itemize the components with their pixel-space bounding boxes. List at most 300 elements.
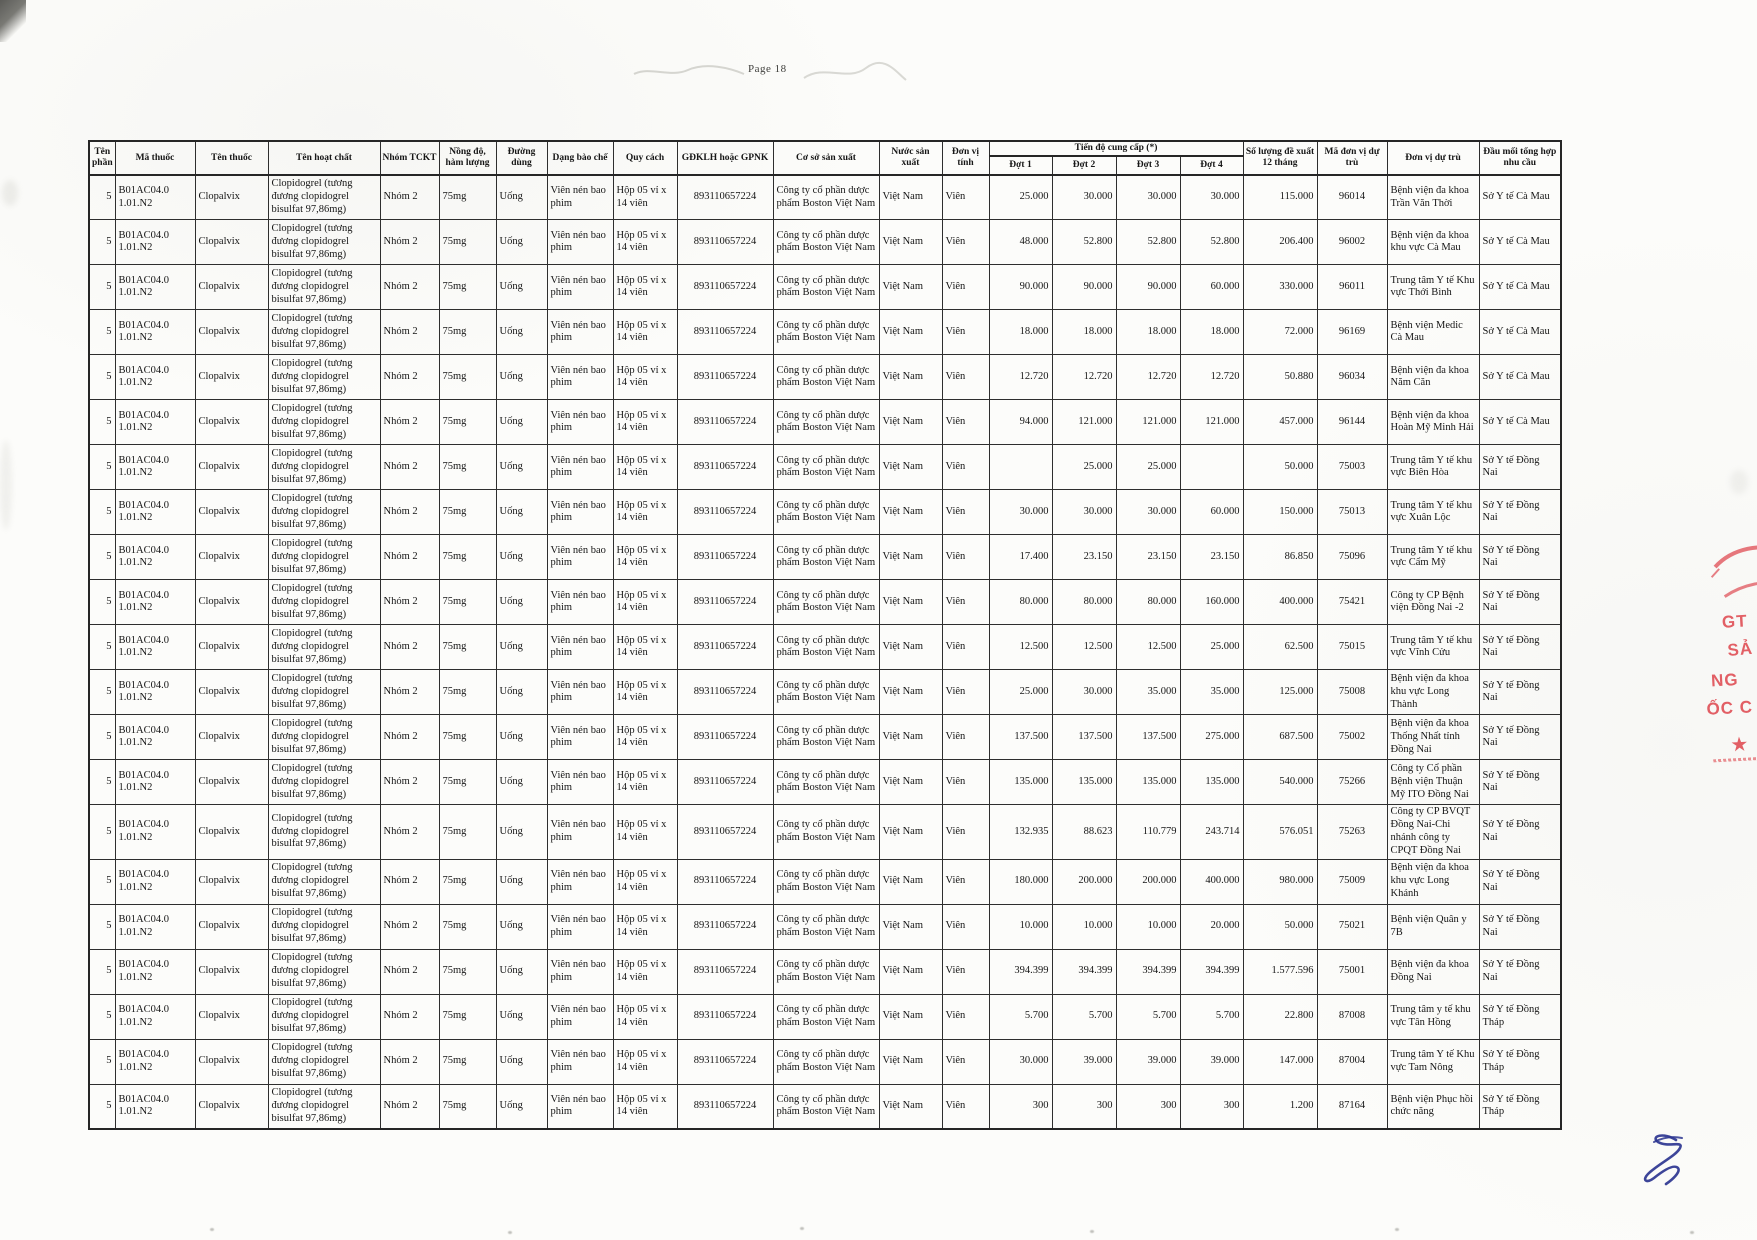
cell-ma-thuoc: B01AC04.0 1.01.N2	[115, 904, 195, 949]
scan-speck	[1690, 1231, 1694, 1234]
cell-dau-moi: Sở Y tế Cà Mau	[1479, 265, 1561, 310]
cell-duong-dung: Uống	[496, 400, 547, 445]
cell-nuoc-san-xuat: Việt Nam	[879, 949, 942, 994]
cell-dot-1: 132.935	[989, 805, 1052, 859]
table-row	[89, 760, 1561, 805]
cell-dot-4: 5.700	[1180, 994, 1243, 1039]
stamp-text: SẢ	[1726, 638, 1754, 660]
cell-dot-2: 30.000	[1052, 490, 1116, 535]
cell-ma-thuoc: B01AC04.0 1.01.N2	[115, 715, 195, 760]
cell-don-vi-du-tru: Trung tâm y tế khu vực Tân Hồng	[1387, 994, 1479, 1039]
cell-ten-thuoc: Clopalvix	[195, 904, 268, 949]
table-row	[89, 715, 1561, 760]
cell-gdklh: 893110657224	[677, 1084, 773, 1129]
cell-dang-bao-che: Viên nén bao phim	[547, 355, 613, 400]
cell-duong-dung: Uống	[496, 580, 547, 625]
cell-dau-moi: Sở Y tế Đồng Nai	[1479, 859, 1561, 904]
cell-nong-do: 75mg	[439, 994, 496, 1039]
cell-dot-1: 180.000	[989, 859, 1052, 904]
cell-dang-bao-che: Viên nén bao phim	[547, 625, 613, 670]
col-header-dot-4: Đợt 4	[1180, 156, 1243, 175]
cell-ten-phan: 5	[89, 535, 115, 580]
cell-dau-moi: Sở Y tế Đồng Nai	[1479, 580, 1561, 625]
cell-quy-cach: Hộp 05 vỉ x 14 viên	[613, 310, 677, 355]
cell-dot-2: 25.000	[1052, 445, 1116, 490]
cell-dang-bao-che: Viên nén bao phim	[547, 400, 613, 445]
cell-gdklh: 893110657224	[677, 805, 773, 859]
cell-so-luong: 206.400	[1243, 220, 1317, 265]
cell-so-luong: 62.500	[1243, 625, 1317, 670]
cell-dot-4	[1180, 445, 1243, 490]
cell-nong-do: 75mg	[439, 949, 496, 994]
cell-co-so-san-xuat: Công ty cổ phần dược phẩm Boston Việt Nam	[773, 1084, 879, 1129]
cell-ma-don-vi: 96144	[1317, 400, 1387, 445]
cell-dot-2: 5.700	[1052, 994, 1116, 1039]
cell-don-vi-tinh: Viên	[942, 490, 989, 535]
table-row	[89, 625, 1561, 670]
col-header-duong-dung: Đường dùng	[496, 141, 547, 175]
cell-dot-4: 394.399	[1180, 949, 1243, 994]
cell-quy-cach: Hộp 05 vỉ x 14 viên	[613, 580, 677, 625]
cell-nong-do: 75mg	[439, 175, 496, 220]
cell-quy-cach: Hộp 05 vỉ x 14 viên	[613, 760, 677, 805]
cell-nuoc-san-xuat: Việt Nam	[879, 175, 942, 220]
cell-nhom-tckt: Nhóm 2	[380, 490, 439, 535]
cell-gdklh: 893110657224	[677, 859, 773, 904]
cell-so-luong: 687.500	[1243, 715, 1317, 760]
cell-ma-don-vi: 75009	[1317, 859, 1387, 904]
table-row	[89, 355, 1561, 400]
cell-dang-bao-che: Viên nén bao phim	[547, 949, 613, 994]
stamp-text: NG	[1710, 670, 1740, 691]
cell-dot-1: 25.000	[989, 175, 1052, 220]
scan-speck	[1090, 1230, 1094, 1233]
cell-so-luong: 576.051	[1243, 805, 1317, 859]
cell-nong-do: 75mg	[439, 670, 496, 715]
cell-dot-3: 12.500	[1116, 625, 1180, 670]
cell-dot-3: 394.399	[1116, 949, 1180, 994]
cell-duong-dung: Uống	[496, 949, 547, 994]
cell-ten-hoat-chat: Clopidogrel (tương đương clopidogrel bisulfat 97,86mg)	[268, 355, 380, 400]
cell-co-so-san-xuat: Công ty cổ phần dược phẩm Boston Việt Nam	[773, 445, 879, 490]
cell-nong-do: 75mg	[439, 445, 496, 490]
cell-nuoc-san-xuat: Việt Nam	[879, 400, 942, 445]
cell-nhom-tckt: Nhóm 2	[380, 760, 439, 805]
cell-dot-4: 35.000	[1180, 670, 1243, 715]
cell-dot-3: 52.800	[1116, 220, 1180, 265]
cell-ten-thuoc: Clopalvix	[195, 445, 268, 490]
cell-ma-don-vi: 75015	[1317, 625, 1387, 670]
cell-nong-do: 75mg	[439, 400, 496, 445]
cell-nuoc-san-xuat: Việt Nam	[879, 580, 942, 625]
cell-dot-4: 23.150	[1180, 535, 1243, 580]
cell-quy-cach: Hộp 05 vỉ x 14 viên	[613, 670, 677, 715]
cell-dot-1: 5.700	[989, 994, 1052, 1039]
cell-dang-bao-che: Viên nén bao phim	[547, 1084, 613, 1129]
cell-dang-bao-che: Viên nén bao phim	[547, 859, 613, 904]
cell-duong-dung: Uống	[496, 805, 547, 859]
cell-nong-do: 75mg	[439, 265, 496, 310]
cell-duong-dung: Uống	[496, 220, 547, 265]
cell-ten-hoat-chat: Clopidogrel (tương đương clopidogrel bisulfat 97,86mg)	[268, 904, 380, 949]
cell-nong-do: 75mg	[439, 580, 496, 625]
cell-dang-bao-che: Viên nén bao phim	[547, 994, 613, 1039]
cell-so-luong: 150.000	[1243, 490, 1317, 535]
cell-dot-3: 18.000	[1116, 310, 1180, 355]
cell-quy-cach: Hộp 05 vỉ x 14 viên	[613, 994, 677, 1039]
cell-dot-3: 137.500	[1116, 715, 1180, 760]
table-row	[89, 310, 1561, 355]
cell-nhom-tckt: Nhóm 2	[380, 220, 439, 265]
cell-co-so-san-xuat: Công ty cổ phần dược phẩm Boston Việt Nam	[773, 805, 879, 859]
cell-dau-moi: Sở Y tế Đồng Nai	[1479, 625, 1561, 670]
cell-ten-hoat-chat: Clopidogrel (tương đương clopidogrel bisulfat 97,86mg)	[268, 580, 380, 625]
cell-ma-don-vi: 96002	[1317, 220, 1387, 265]
cell-so-luong: 457.000	[1243, 400, 1317, 445]
cell-ten-thuoc: Clopalvix	[195, 949, 268, 994]
cell-ten-hoat-chat: Clopidogrel (tương đương clopidogrel bisulfat 97,86mg)	[268, 994, 380, 1039]
cell-ten-thuoc: Clopalvix	[195, 760, 268, 805]
cell-don-vi-du-tru: Bệnh viện Medic Cà Mau	[1387, 310, 1479, 355]
cell-ten-hoat-chat: Clopidogrel (tương đương clopidogrel bisulfat 97,86mg)	[268, 715, 380, 760]
cell-dot-1: 12.720	[989, 355, 1052, 400]
cell-ten-hoat-chat: Clopidogrel (tương đương clopidogrel bisulfat 97,86mg)	[268, 445, 380, 490]
cell-ten-phan: 5	[89, 265, 115, 310]
cell-dau-moi: Sở Y tế Đồng Nai	[1479, 805, 1561, 859]
table-row	[89, 490, 1561, 535]
cell-so-luong: 330.000	[1243, 265, 1317, 310]
drug-table	[88, 140, 1562, 1130]
cell-nuoc-san-xuat: Việt Nam	[879, 994, 942, 1039]
cell-ten-phan: 5	[89, 904, 115, 949]
cell-ten-phan: 5	[89, 670, 115, 715]
cell-ten-hoat-chat: Clopidogrel (tương đương clopidogrel bisulfat 97,86mg)	[268, 1084, 380, 1129]
cell-ten-hoat-chat: Clopidogrel (tương đương clopidogrel bisulfat 97,86mg)	[268, 265, 380, 310]
cell-dot-4: 135.000	[1180, 760, 1243, 805]
col-header-nong-do: Nồng độ, hàm lượng	[439, 141, 496, 175]
cell-dot-2: 80.000	[1052, 580, 1116, 625]
cell-dot-1: 10.000	[989, 904, 1052, 949]
cell-don-vi-du-tru: Bệnh viện Phục hồi chức năng	[1387, 1084, 1479, 1129]
cell-gdklh: 893110657224	[677, 400, 773, 445]
cell-ma-thuoc: B01AC04.0 1.01.N2	[115, 760, 195, 805]
cell-gdklh: 893110657224	[677, 535, 773, 580]
cell-ten-thuoc: Clopalvix	[195, 265, 268, 310]
cell-nuoc-san-xuat: Việt Nam	[879, 625, 942, 670]
cell-ma-don-vi: 75013	[1317, 490, 1387, 535]
cell-co-so-san-xuat: Công ty cổ phần dược phẩm Boston Việt Nam	[773, 265, 879, 310]
cell-don-vi-tinh: Viên	[942, 994, 989, 1039]
cell-ma-don-vi: 87164	[1317, 1084, 1387, 1129]
cell-nuoc-san-xuat: Việt Nam	[879, 1084, 942, 1129]
cell-dot-1: 137.500	[989, 715, 1052, 760]
cell-nuoc-san-xuat: Việt Nam	[879, 355, 942, 400]
cell-duong-dung: Uống	[496, 904, 547, 949]
cell-duong-dung: Uống	[496, 715, 547, 760]
table-row	[89, 949, 1561, 994]
scan-smudge	[2, 180, 18, 206]
cell-don-vi-du-tru: Bệnh viện đa khoa Trần Văn Thời	[1387, 175, 1479, 220]
cell-ma-don-vi: 75266	[1317, 760, 1387, 805]
cell-quy-cach: Hộp 05 vỉ x 14 viên	[613, 1084, 677, 1129]
cell-dot-1: 17.400	[989, 535, 1052, 580]
cell-dau-moi: Sở Y tế Đồng Nai	[1479, 670, 1561, 715]
cell-dot-3: 80.000	[1116, 580, 1180, 625]
cell-nhom-tckt: Nhóm 2	[380, 580, 439, 625]
cell-co-so-san-xuat: Công ty cổ phần dược phẩm Boston Việt Nam	[773, 400, 879, 445]
cell-co-so-san-xuat: Công ty cổ phần dược phẩm Boston Việt Nam	[773, 220, 879, 265]
cell-dot-4: 160.000	[1180, 580, 1243, 625]
cell-quy-cach: Hộp 05 vỉ x 14 viên	[613, 1039, 677, 1084]
cell-dot-3: 12.720	[1116, 355, 1180, 400]
cell-duong-dung: Uống	[496, 175, 547, 220]
cell-dau-moi: Sở Y tế Đồng Nai	[1479, 904, 1561, 949]
cell-dot-3: 300	[1116, 1084, 1180, 1129]
cell-gdklh: 893110657224	[677, 265, 773, 310]
cell-dot-4: 52.800	[1180, 220, 1243, 265]
col-header-co-so-san-xuat: Cơ sở sản xuất	[773, 141, 879, 175]
cell-ten-phan: 5	[89, 490, 115, 535]
cell-dot-4: 243.714	[1180, 805, 1243, 859]
cell-don-vi-tinh: Viên	[942, 220, 989, 265]
cell-dot-2: 90.000	[1052, 265, 1116, 310]
cell-dot-3: 110.779	[1116, 805, 1180, 859]
col-header-gdklh: GĐKLH hoặc GPNK	[677, 141, 773, 175]
cell-dot-3: 10.000	[1116, 904, 1180, 949]
cell-ma-thuoc: B01AC04.0 1.01.N2	[115, 445, 195, 490]
cell-dot-4: 300	[1180, 1084, 1243, 1129]
cell-so-luong: 115.000	[1243, 175, 1317, 220]
cell-dot-3: 90.000	[1116, 265, 1180, 310]
cell-co-so-san-xuat: Công ty cổ phần dược phẩm Boston Việt Nam	[773, 355, 879, 400]
cell-co-so-san-xuat: Công ty cổ phần dược phẩm Boston Việt Nam	[773, 994, 879, 1039]
cell-ten-hoat-chat: Clopidogrel (tương đương clopidogrel bisulfat 97,86mg)	[268, 625, 380, 670]
cell-nong-do: 75mg	[439, 355, 496, 400]
cell-quy-cach: Hộp 05 vỉ x 14 viên	[613, 445, 677, 490]
cell-dau-moi: Sở Y tế Cà Mau	[1479, 355, 1561, 400]
cell-quy-cach: Hộp 05 vỉ x 14 viên	[613, 859, 677, 904]
cell-co-so-san-xuat: Công ty cổ phần dược phẩm Boston Việt Nam	[773, 760, 879, 805]
cell-gdklh: 893110657224	[677, 355, 773, 400]
cell-dot-3: 121.000	[1116, 400, 1180, 445]
col-header-ten-hoat-chat: Tên hoạt chất	[268, 141, 380, 175]
stamp-text: ỐC C	[1706, 697, 1754, 719]
cell-nong-do: 75mg	[439, 760, 496, 805]
cell-ten-phan: 5	[89, 859, 115, 904]
cell-nuoc-san-xuat: Việt Nam	[879, 490, 942, 535]
cell-dot-4: 30.000	[1180, 175, 1243, 220]
cell-nhom-tckt: Nhóm 2	[380, 805, 439, 859]
cell-ten-thuoc: Clopalvix	[195, 535, 268, 580]
cell-don-vi-tinh: Viên	[942, 1084, 989, 1129]
col-header-don-vi-du-tru: Đơn vị dự trù	[1387, 141, 1479, 175]
cell-dot-4: 275.000	[1180, 715, 1243, 760]
cell-don-vi-tinh: Viên	[942, 904, 989, 949]
cell-dot-2: 137.500	[1052, 715, 1116, 760]
cell-quy-cach: Hộp 05 vỉ x 14 viên	[613, 355, 677, 400]
cell-nuoc-san-xuat: Việt Nam	[879, 265, 942, 310]
cell-dot-3: 5.700	[1116, 994, 1180, 1039]
cell-nuoc-san-xuat: Việt Nam	[879, 715, 942, 760]
cell-nhom-tckt: Nhóm 2	[380, 535, 439, 580]
cell-don-vi-tinh: Viên	[942, 805, 989, 859]
cell-nuoc-san-xuat: Việt Nam	[879, 670, 942, 715]
cell-dot-4: 60.000	[1180, 490, 1243, 535]
stamp-arc	[1692, 538, 1757, 612]
cell-nhom-tckt: Nhóm 2	[380, 625, 439, 670]
cell-dot-2: 300	[1052, 1084, 1116, 1129]
cell-nuoc-san-xuat: Việt Nam	[879, 535, 942, 580]
cell-don-vi-tinh: Viên	[942, 265, 989, 310]
cell-ten-hoat-chat: Clopidogrel (tương đương clopidogrel bisulfat 97,86mg)	[268, 535, 380, 580]
cell-dot-1: 25.000	[989, 670, 1052, 715]
cell-dot-4: 60.000	[1180, 265, 1243, 310]
cell-don-vi-du-tru: Trung tâm Y tế khu vực Biên Hòa	[1387, 445, 1479, 490]
cell-dang-bao-che: Viên nén bao phim	[547, 760, 613, 805]
cell-nhom-tckt: Nhóm 2	[380, 355, 439, 400]
cell-dot-2: 30.000	[1052, 175, 1116, 220]
cell-dot-1	[989, 445, 1052, 490]
cell-nong-do: 75mg	[439, 904, 496, 949]
cell-dau-moi: Sở Y tế Đồng Tháp	[1479, 1084, 1561, 1129]
cell-ma-thuoc: B01AC04.0 1.01.N2	[115, 355, 195, 400]
col-header-don-vi-tinh: Đơn vị tính	[942, 141, 989, 175]
cell-ma-thuoc: B01AC04.0 1.01.N2	[115, 994, 195, 1039]
cell-gdklh: 893110657224	[677, 175, 773, 220]
cell-ma-thuoc: B01AC04.0 1.01.N2	[115, 1039, 195, 1084]
cell-nong-do: 75mg	[439, 715, 496, 760]
cell-dau-moi: Sở Y tế Đồng Nai	[1479, 949, 1561, 994]
cell-dang-bao-che: Viên nén bao phim	[547, 535, 613, 580]
cell-ma-don-vi: 96034	[1317, 355, 1387, 400]
cell-so-luong: 50.000	[1243, 445, 1317, 490]
col-header-ma-thuoc: Mã thuốc	[115, 141, 195, 175]
cell-so-luong: 147.000	[1243, 1039, 1317, 1084]
scan-speck	[1395, 1228, 1399, 1231]
pencil-smudge	[800, 58, 910, 88]
cell-nhom-tckt: Nhóm 2	[380, 949, 439, 994]
col-header-tien-do: Tiến độ cung cấp (*)	[989, 141, 1243, 156]
scan-speck	[508, 1231, 512, 1234]
cell-ten-hoat-chat: Clopidogrel (tương đương clopidogrel bisulfat 97,86mg)	[268, 400, 380, 445]
cell-don-vi-du-tru: Trung tâm Y tế Khu vực Thới Bình	[1387, 265, 1479, 310]
cell-gdklh: 893110657224	[677, 310, 773, 355]
scan-speck	[210, 1228, 214, 1231]
cell-dot-3: 35.000	[1116, 670, 1180, 715]
cell-dot-2: 39.000	[1052, 1039, 1116, 1084]
stamp-star-icon: ★	[1729, 733, 1749, 757]
cell-ten-thuoc: Clopalvix	[195, 175, 268, 220]
cell-duong-dung: Uống	[496, 445, 547, 490]
cell-don-vi-tinh: Viên	[942, 445, 989, 490]
cell-so-luong: 86.850	[1243, 535, 1317, 580]
cell-co-so-san-xuat: Công ty cổ phần dược phẩm Boston Việt Nam	[773, 580, 879, 625]
cell-co-so-san-xuat: Công ty cổ phần dược phẩm Boston Việt Nam	[773, 1039, 879, 1084]
col-header-ten-thuoc: Tên thuốc	[195, 141, 268, 175]
cell-quy-cach: Hộp 05 vỉ x 14 viên	[613, 220, 677, 265]
cell-gdklh: 893110657224	[677, 445, 773, 490]
cell-dau-moi: Sở Y tế Cà Mau	[1479, 400, 1561, 445]
cell-ma-thuoc: B01AC04.0 1.01.N2	[115, 625, 195, 670]
col-header-dang-bao-che: Dạng bào chế	[547, 141, 613, 175]
cell-don-vi-tinh: Viên	[942, 625, 989, 670]
table-row	[89, 580, 1561, 625]
cell-dot-3: 30.000	[1116, 175, 1180, 220]
cell-ma-don-vi: 75008	[1317, 670, 1387, 715]
cell-quy-cach: Hộp 05 vỉ x 14 viên	[613, 805, 677, 859]
table-row	[89, 994, 1561, 1039]
cell-dot-2: 10.000	[1052, 904, 1116, 949]
cell-nong-do: 75mg	[439, 1039, 496, 1084]
cell-ma-thuoc: B01AC04.0 1.01.N2	[115, 949, 195, 994]
cell-ten-thuoc: Clopalvix	[195, 1039, 268, 1084]
cell-don-vi-tinh: Viên	[942, 310, 989, 355]
cell-dot-3: 39.000	[1116, 1039, 1180, 1084]
cell-nong-do: 75mg	[439, 310, 496, 355]
cell-dang-bao-che: Viên nén bao phim	[547, 805, 613, 859]
table-row	[89, 1039, 1561, 1084]
cell-co-so-san-xuat: Công ty cổ phần dược phẩm Boston Việt Nam	[773, 535, 879, 580]
cell-ten-thuoc: Clopalvix	[195, 625, 268, 670]
cell-don-vi-du-tru: Công ty CP BVQT Đồng Nai-Chi nhánh công ty CPQT Đồng Nai	[1387, 805, 1479, 859]
cell-gdklh: 893110657224	[677, 1039, 773, 1084]
cell-ma-thuoc: B01AC04.0 1.01.N2	[115, 670, 195, 715]
cell-ma-thuoc: B01AC04.0 1.01.N2	[115, 310, 195, 355]
cell-so-luong: 72.000	[1243, 310, 1317, 355]
cell-dang-bao-che: Viên nén bao phim	[547, 904, 613, 949]
cell-ten-phan: 5	[89, 805, 115, 859]
cell-ma-thuoc: B01AC04.0 1.01.N2	[115, 580, 195, 625]
cell-dang-bao-che: Viên nén bao phim	[547, 310, 613, 355]
pencil-smudge	[630, 58, 750, 84]
cell-dot-2: 88.623	[1052, 805, 1116, 859]
cell-duong-dung: Uống	[496, 1039, 547, 1084]
cell-ten-hoat-chat: Clopidogrel (tương đương clopidogrel bisulfat 97,86mg)	[268, 175, 380, 220]
cell-dot-1: 135.000	[989, 760, 1052, 805]
cell-nuoc-san-xuat: Việt Nam	[879, 760, 942, 805]
cell-so-luong: 540.000	[1243, 760, 1317, 805]
cell-nhom-tckt: Nhóm 2	[380, 715, 439, 760]
cell-ten-phan: 5	[89, 580, 115, 625]
cell-gdklh: 893110657224	[677, 715, 773, 760]
cell-don-vi-du-tru: Trung tâm Y tế khu vực Cẩm Mỹ	[1387, 535, 1479, 580]
cell-ten-thuoc: Clopalvix	[195, 670, 268, 715]
cell-quy-cach: Hộp 05 vỉ x 14 viên	[613, 904, 677, 949]
col-header-ma-don-vi: Mã đơn vị dự trù	[1317, 141, 1387, 175]
col-header-nuoc-san-xuat: Nước sản xuất	[879, 141, 942, 175]
cell-dot-1: 394.399	[989, 949, 1052, 994]
cell-dau-moi: Sở Y tế Đồng Nai	[1479, 445, 1561, 490]
cell-co-so-san-xuat: Công ty cổ phần dược phẩm Boston Việt Nam	[773, 490, 879, 535]
cell-dot-3: 30.000	[1116, 490, 1180, 535]
cell-gdklh: 893110657224	[677, 625, 773, 670]
cell-dang-bao-che: Viên nén bao phim	[547, 715, 613, 760]
cell-dang-bao-che: Viên nén bao phim	[547, 175, 613, 220]
cell-dot-3: 23.150	[1116, 535, 1180, 580]
cell-duong-dung: Uống	[496, 1084, 547, 1129]
cell-ten-phan: 5	[89, 220, 115, 265]
cell-so-luong: 400.000	[1243, 580, 1317, 625]
cell-ten-thuoc: Clopalvix	[195, 490, 268, 535]
cell-ma-thuoc: B01AC04.0 1.01.N2	[115, 535, 195, 580]
table-row	[89, 535, 1561, 580]
scan-speck	[800, 1227, 804, 1230]
cell-dot-2: 23.150	[1052, 535, 1116, 580]
cell-don-vi-du-tru: Trung tâm Y tế Khu vực Tam Nông	[1387, 1039, 1479, 1084]
cell-don-vi-du-tru: Công ty CP Bệnh viện Đồng Nai -2	[1387, 580, 1479, 625]
cell-gdklh: 893110657224	[677, 994, 773, 1039]
cell-duong-dung: Uống	[496, 310, 547, 355]
